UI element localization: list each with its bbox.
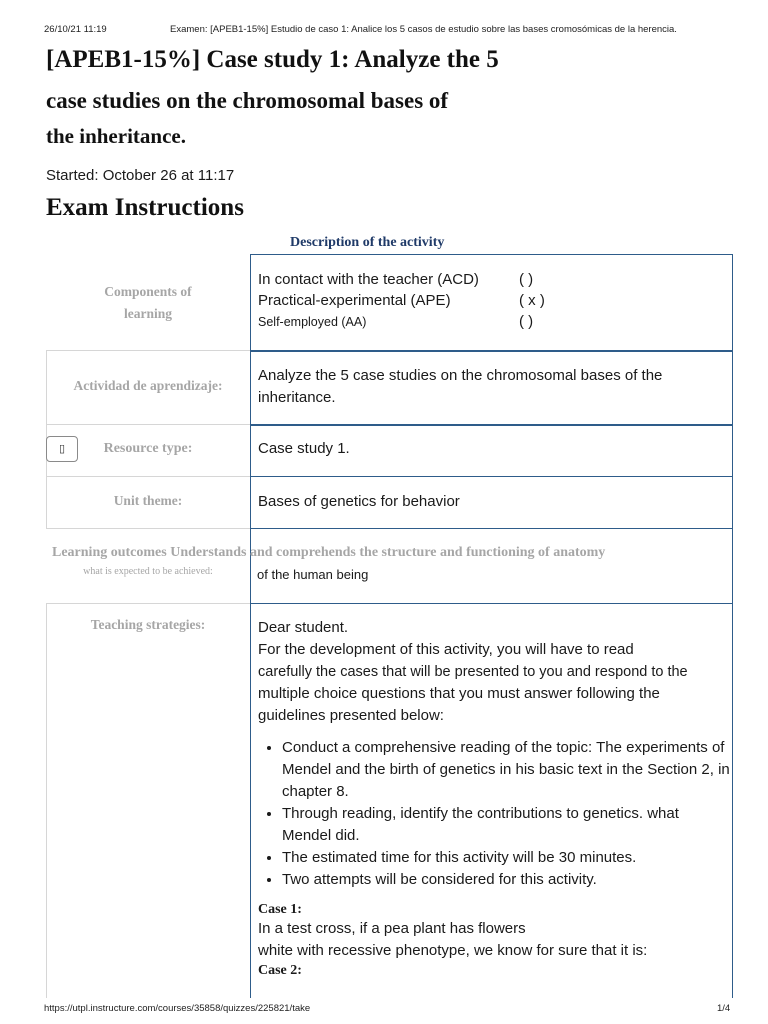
components-label-line-2: learning	[123, 306, 172, 321]
strategies-cell	[250, 603, 733, 1024]
strategies-label: Teaching strategies:	[90, 617, 206, 632]
case-1-line: white with recessive phenotype, we know for sure that it is:	[258, 942, 648, 959]
intro-line: guidelines presented below:	[258, 707, 444, 724]
intro-line: carefully the cases that will be presented to you and respond to the	[258, 664, 688, 680]
unit-value: Bases of genetics for behavior	[258, 493, 460, 510]
case-1-title: Case 1:	[258, 902, 302, 917]
print-page-title: Examen: [APEB1-15%] Estudio de caso 1: Analice los 5 casos de estudio sobre las bases cromosómicas de la herencia.	[170, 24, 677, 35]
intro-line: multiple choice questions that you must answer following the	[258, 685, 660, 702]
strategies-content	[258, 617, 730, 979]
components-label	[46, 281, 250, 325]
component-label-ape: Practical-experimental (APE)	[258, 292, 451, 309]
guideline-item: • Through reading, identify the contributions to genetics. what Mendel did.	[282, 803, 730, 847]
activity-value: Analyze the 5 case studies on the chromosomal bases of the inheritance.	[258, 367, 663, 406]
outcomes-cell	[250, 528, 733, 604]
resource-cell	[250, 424, 733, 477]
component-item-acd	[258, 271, 534, 292]
page-title-line-1: [APEB1-15%] Case study 1: Analyze the 5	[46, 46, 499, 73]
guidelines-list	[258, 737, 730, 891]
intro-line: For the development of this activity, you will have to read	[258, 641, 634, 658]
table-caption: Description of the activity	[290, 235, 445, 250]
resource-toggle-icon[interactable]: ▯	[46, 436, 78, 462]
guideline-item: • Two attempts will be considered for this activity.	[282, 869, 730, 891]
section-title: Exam Instructions	[46, 194, 244, 221]
page-title-line-2: case studies on the chromosomal bases of	[46, 88, 449, 113]
unit-cell	[250, 476, 733, 529]
component-item-ape	[258, 292, 545, 313]
started-time: Started: October 26 at 11:17	[46, 167, 235, 184]
unit-label: Unit theme:	[113, 493, 183, 508]
case-2-title: Case 2:	[258, 963, 302, 978]
components-label-line-1: Components of	[104, 284, 192, 299]
components-cell	[250, 254, 733, 352]
activity-label: Actividad de aprendizaje:	[73, 378, 223, 393]
resource-value: Case study 1.	[258, 440, 350, 457]
print-footer	[0, 998, 768, 1024]
component-item-aa	[258, 313, 534, 334]
activity-cell	[250, 350, 733, 426]
component-mark-aa: ( )	[519, 313, 534, 330]
outcomes-value: of the human being	[257, 567, 369, 582]
guideline-item: • The estimated time for this activity will be 30 minutes.	[282, 847, 730, 869]
outcomes-sublabel: what is expected to be achieved:	[83, 566, 213, 577]
component-label-acd: In contact with the teacher (ACD)	[258, 271, 479, 288]
resource-label: Resource type:	[103, 441, 193, 456]
component-mark-acd: ( )	[519, 271, 534, 288]
print-url: https://utpl.instructure.com/courses/35858/quizzes/225821/take	[44, 1003, 311, 1014]
outcomes-label: Learning outcomes Understands and comprehends the structure and functioning of anatomy	[52, 545, 606, 560]
guideline-item: • Conduct a comprehensive reading of the topic: The experiments of Mendel and the birth of genetics in his basic text in the Section 2, in chapter 8.	[282, 737, 730, 803]
case-1-line: In a test cross, if a pea plant has flowers	[258, 920, 526, 937]
intro-line: Dear student.	[258, 619, 349, 636]
strategies-label-box	[46, 603, 250, 1024]
print-page-number: 1/4	[717, 1003, 731, 1014]
component-mark-ape: ( x )	[519, 292, 545, 309]
page-title-line-3: the inheritance.	[46, 124, 186, 148]
component-label-aa: Self-employed (AA)	[258, 315, 367, 329]
print-datetime: 26/10/21 11:19	[44, 24, 107, 35]
